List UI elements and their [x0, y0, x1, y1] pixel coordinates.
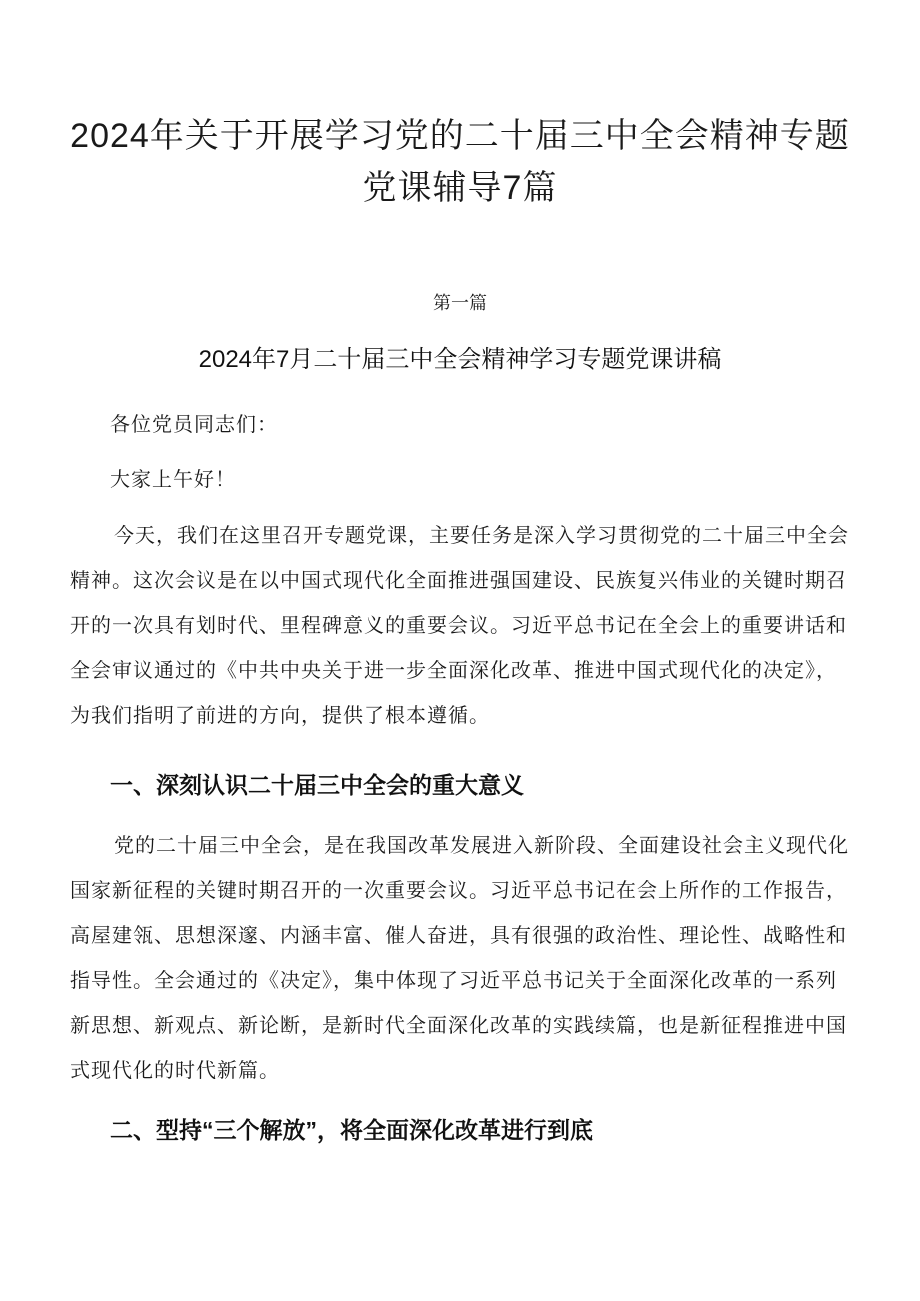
salutation-text: 大家上午好！: [110, 467, 236, 491]
significance-paragraph-text: 党的二十届三中全会，是在我国改革发展进入新阶段、全面建设社会主义现代化国家新征程的关键时期召开的一次重要会议。习近平总书记在会上所作的工作报告，高屋建瓴、思想深邃、内涵丰富、催人奋进，具有很强的政治性、理论性、战略性和指导性。全会通过的《决定》，集中体现了习近平总书记关于全面深化改革的一系列新思想、新观点、新论断，是新时代全面深化改革的实践续篇，也是新征程推进中国式现代化的时代新篇。: [70, 833, 849, 1082]
heading-significance: 一、深刻认识二十届三中全会的重大意义: [110, 772, 524, 798]
heading-three-liberations: 二、型持“三个解放”，将全面深化改革进行到底: [110, 1117, 593, 1143]
greeting-text: 各位党员同志们：: [110, 412, 278, 436]
intro-paragraph-text: 今天，我们在这里召开专题党课，主要任务是深入学习贯彻党的二十届三中全会精神。这次会议是在以中国式现代化全面推进强国建设、民族复兴伟业的关键时期召开的一次具有划时代、里程碑意义的重要会议。习近平总书记在全会上的重要讲话和全会审议通过的《中共中央关于进一步全面深化改革、推进中国式现代化的决定》，为我们指明了前进的方向，提供了根本遵循。: [70, 523, 849, 727]
section-number: 第一篇: [433, 293, 487, 314]
document-title-line-1: 2024年关于开展学习党的二十届三中全会精神专题: [70, 117, 850, 155]
document-title: [40, 110, 880, 214]
intro-paragraph: [70, 513, 855, 738]
section-title: 2024年7月二十届三中全会精神学习专题党课讲稿: [198, 346, 722, 373]
document-title-line-2: 党课辅导7篇: [362, 169, 558, 207]
significance-paragraph: [70, 823, 855, 1093]
